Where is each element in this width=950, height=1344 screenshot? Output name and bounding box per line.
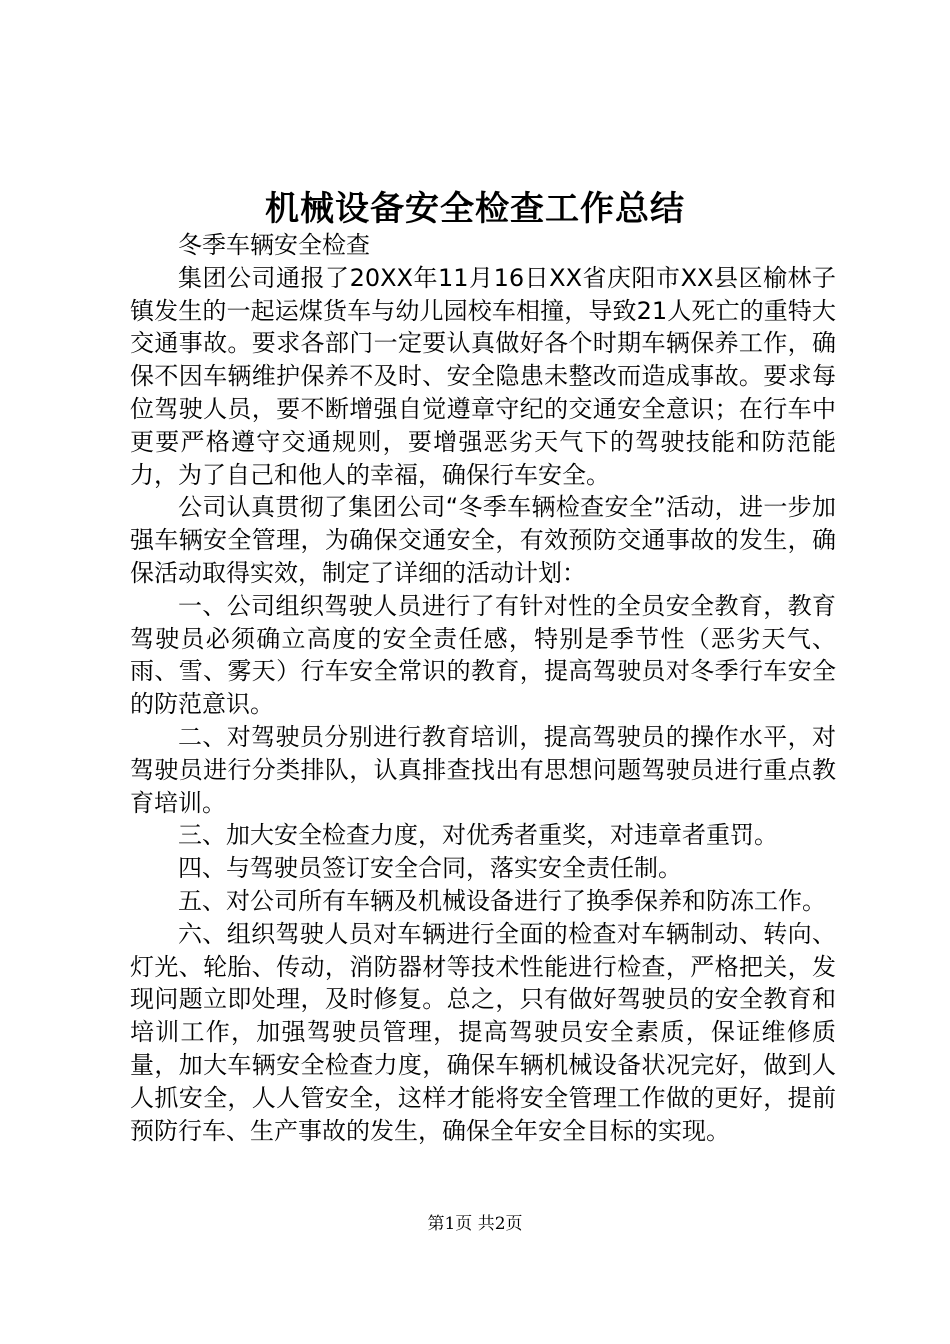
paragraph-item-4: 四、与驾驶员签订安全合同，落实安全责任制。: [178, 854, 682, 883]
paragraph-subtitle: 冬季车辆安全检查: [178, 231, 370, 259]
paragraph-item-5: 五、对公司所有车辆及机械设备进行了换季保养和防冻工作。: [178, 886, 826, 915]
paragraph-item-6: 六、组织驾驶人员对车辆进行全面的检查对车辆制动、转向、灯光、轮胎、传动，消防器材等技术性能进行检查，严格把关，发现问题立即处理，及时修复。总之，只有做好驾驶员的安全教育和培训工作，加强驾驶员管理，提高驾驶员安全素质，保证维修质量，加大车辆安全检查力度，确保车辆机械设备状况完好，做到人人抓安全，人人管安全，这样才能将安全管理工作做的更好，提前预防行车、生产事故的发生，确保全年安全目标的实现。: [130, 919, 836, 1145]
paragraph-activity-plan: 公司认真贯彻了集团公司“冬季车辆检查安全”活动，进一步加强车辆安全管理，为确保交通安全，有效预防交通事故的发生，确保活动取得实效，制定了详细的活动计划：: [130, 493, 836, 587]
paragraph-item-3: 三、加大安全检查力度，对优秀者重奖，对违章者重罚。: [178, 821, 778, 850]
page-number-footer: 第1页 共2页: [427, 1214, 523, 1234]
paragraph-accident-notice: 集团公司通报了20XX年11月16日XX省庆阳市XX县区榆林子镇发生的一起运煤货车与幼儿园校车相撞，导致21人死亡的重特大交通事故。要求各部门一定要认真做好各个时期车辆保养工作，确保不因车辆维护保养不及时、安全隐患未整改而造成事故。要求每位驾驶人员，要不断增强自觉遵章守纪的交通安全意识；在行车中更要严格遵守交通规则，要增强恶劣天气下的驾驶技能和防范能力，为了自己和他人的幸福，确保行车安全。: [130, 263, 836, 489]
paragraph-item-1: 一、公司组织驾驶人员进行了有针对性的全员安全教育，教育驾驶员必须确立高度的安全责任感，特别是季节性（恶劣天气、雨、雪、雾天）行车安全常识的教育，提高驾驶员对冬季行车安全的防范意识。: [130, 591, 836, 719]
document-body: [130, 229, 836, 1147]
paragraph-item-2: 二、对驾驶员分别进行教育培训，提高驾驶员的操作水平，对驾驶员进行分类排队，认真排查找出有思想问题驾驶员进行重点教育培训。: [130, 722, 836, 817]
document-title: 机械设备安全检查工作总结: [265, 189, 685, 229]
